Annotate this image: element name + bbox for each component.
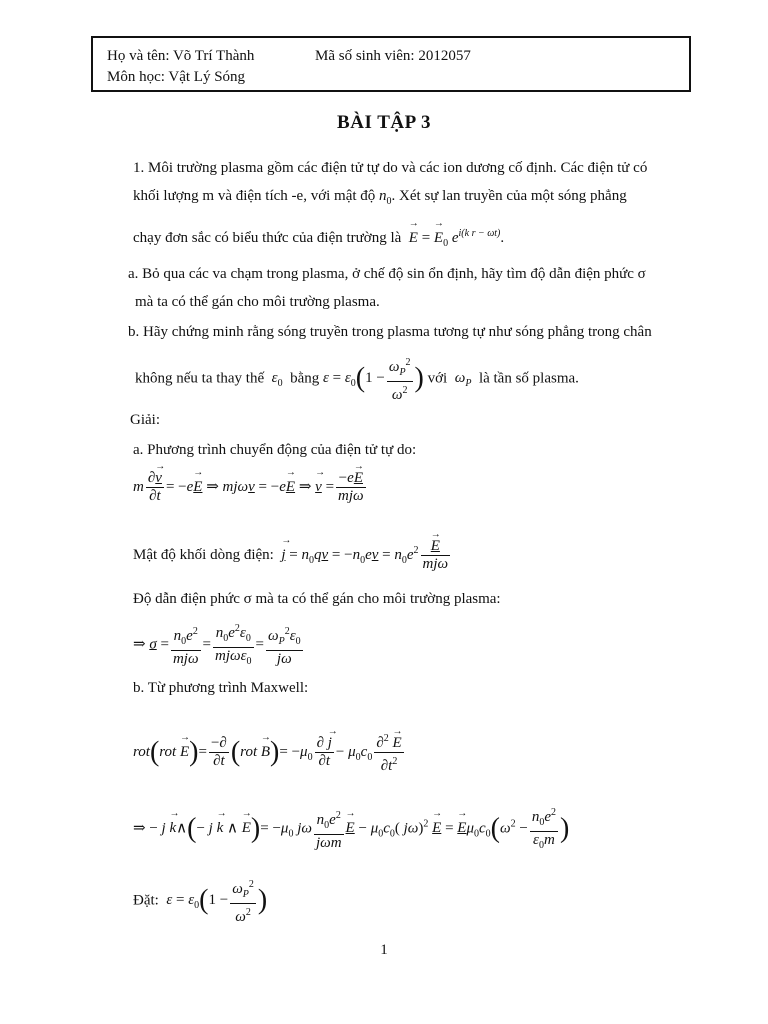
question-b-2b: bằng bbox=[290, 370, 320, 387]
problem-line-2b: . Xét sự lan truyền của một sóng phẳng bbox=[391, 188, 627, 204]
student-name: Họ và tên: Võ Trí Thành bbox=[107, 48, 255, 64]
problem-line-2 bbox=[133, 188, 627, 207]
solution-label: Giải: bbox=[130, 412, 160, 428]
question-a-line-2: mà ta có thể gán cho môi trường plasma. bbox=[135, 294, 380, 310]
set-label: Đặt: bbox=[133, 892, 159, 909]
epsilon-definition: $\varepsilon = \varepsilon_0(1$ − $\frac{\omega_P^2}{\omega^2}$ ) bbox=[323, 370, 424, 386]
problem-line-3: chạy đơn sắc có biểu thức của điện trường là → E = → $E_0$ $e^{i(k r - \omega t)}$. bbox=[133, 228, 504, 249]
question-b-line-1: b. Hãy chứng minh rằng sóng truyền trong plasma tương tự như sóng phẳng trong chân bbox=[128, 324, 652, 340]
omega-p-symbol: $\omega_P$ bbox=[450, 369, 472, 389]
epsilon-set-equation: $\varepsilon = \varepsilon_0(1$ − $\frac{\omega_P^2}{\omega^2}$ ) bbox=[163, 892, 268, 908]
sigma-label: Độ dẫn điện phức σ mà ta có thể gán cho môi trường plasma: bbox=[133, 591, 501, 607]
student-id: Mã số sinh viên: 2012057 bbox=[315, 48, 471, 64]
field-expression: → E = → $E_0$ $e^{i(k r - \omega t)}$ bbox=[405, 230, 500, 246]
question-b-2c: với bbox=[427, 370, 448, 387]
page-number: 1 bbox=[380, 942, 388, 958]
question-a-line-1: a. Bỏ qua các va chạm trong plasma, ở chế độ sin ổn định, hãy tìm độ dẫn điện phức σ bbox=[128, 266, 646, 282]
student-info-box bbox=[91, 36, 691, 92]
equation-of-motion: m $\frac{\partial\to v}{\partial t}$ = −e→ E ⇒ mjωv = −e→ E ⇒ → v = $\frac{-e\to E}{\text{mjω}}$ bbox=[133, 470, 368, 505]
epsilon-set-line bbox=[133, 876, 267, 926]
problem-line-2a: khối lượng m và điện tích -e, với mật độ bbox=[133, 188, 376, 204]
current-density-label: Mật độ khối dòng điện: bbox=[133, 547, 274, 563]
maxwell-equation-1: rot(rot → E)= $\frac{-\partial}{\partial t}$ $(rot \to B)= -\mu_0$ $\frac{\partial \to j}{\partial t}$ − $\mu_0c_0$ $\frac{\partial^2 \to E}{\partial t^2}$ bbox=[133, 730, 406, 775]
solution-a-title: a. Phương trình chuyển động của điện tử tự do: bbox=[133, 442, 417, 458]
problem-line-3-text: chạy đơn sắc có biểu thức của điện trường là bbox=[133, 230, 402, 246]
sigma-equation: ⇒ σ = $\frac{n_0e^2}{\text{mjω}}$ = $\frac{n_0e^2\varepsilon_0}{mj\omega\varepsilon_0}$ = $\frac{\omega_P^2\varepsilon_0}{j\omega}$ bbox=[133, 620, 305, 670]
current-density-line bbox=[133, 538, 452, 573]
density-symbol: $n_0$ bbox=[379, 188, 392, 207]
question-b-line-2 bbox=[135, 354, 579, 404]
question-b-2a: không nếu ta thay thế bbox=[135, 370, 265, 387]
problem-line-1: 1. Môi trường plasma gồm các điện tử tự do và các ion dương cố định. Các điện tử có bbox=[133, 160, 648, 176]
current-density-equation: → $j = n_0qv = -n_0ev = n_0e^2$ → $\frac{E}{\text{mjω}}$ bbox=[278, 547, 453, 563]
page-title: BÀI TẬP 3 bbox=[337, 112, 431, 133]
maxwell-equation-2: ⇒ − j → k∧(− j → k ∧ → $E)= -\mu_0$ jω $\frac{n_0e^2}{\text{jωm}}$ → $E - \mu_0c_0$( jω)$^2$ → E = → $E\mu_0c_0(\omega^2$ − $\frac{n_0e^2}{\varepsilon_0m}$ ) bbox=[133, 804, 569, 854]
solution-b-title: b. Từ phương trình Maxwell: bbox=[133, 680, 309, 696]
epsilon0-symbol: $\varepsilon_0$ bbox=[267, 369, 283, 389]
subject: Môn học: Vật Lý Sóng bbox=[107, 69, 246, 85]
question-b-2d: là tần số plasma. bbox=[478, 370, 579, 387]
